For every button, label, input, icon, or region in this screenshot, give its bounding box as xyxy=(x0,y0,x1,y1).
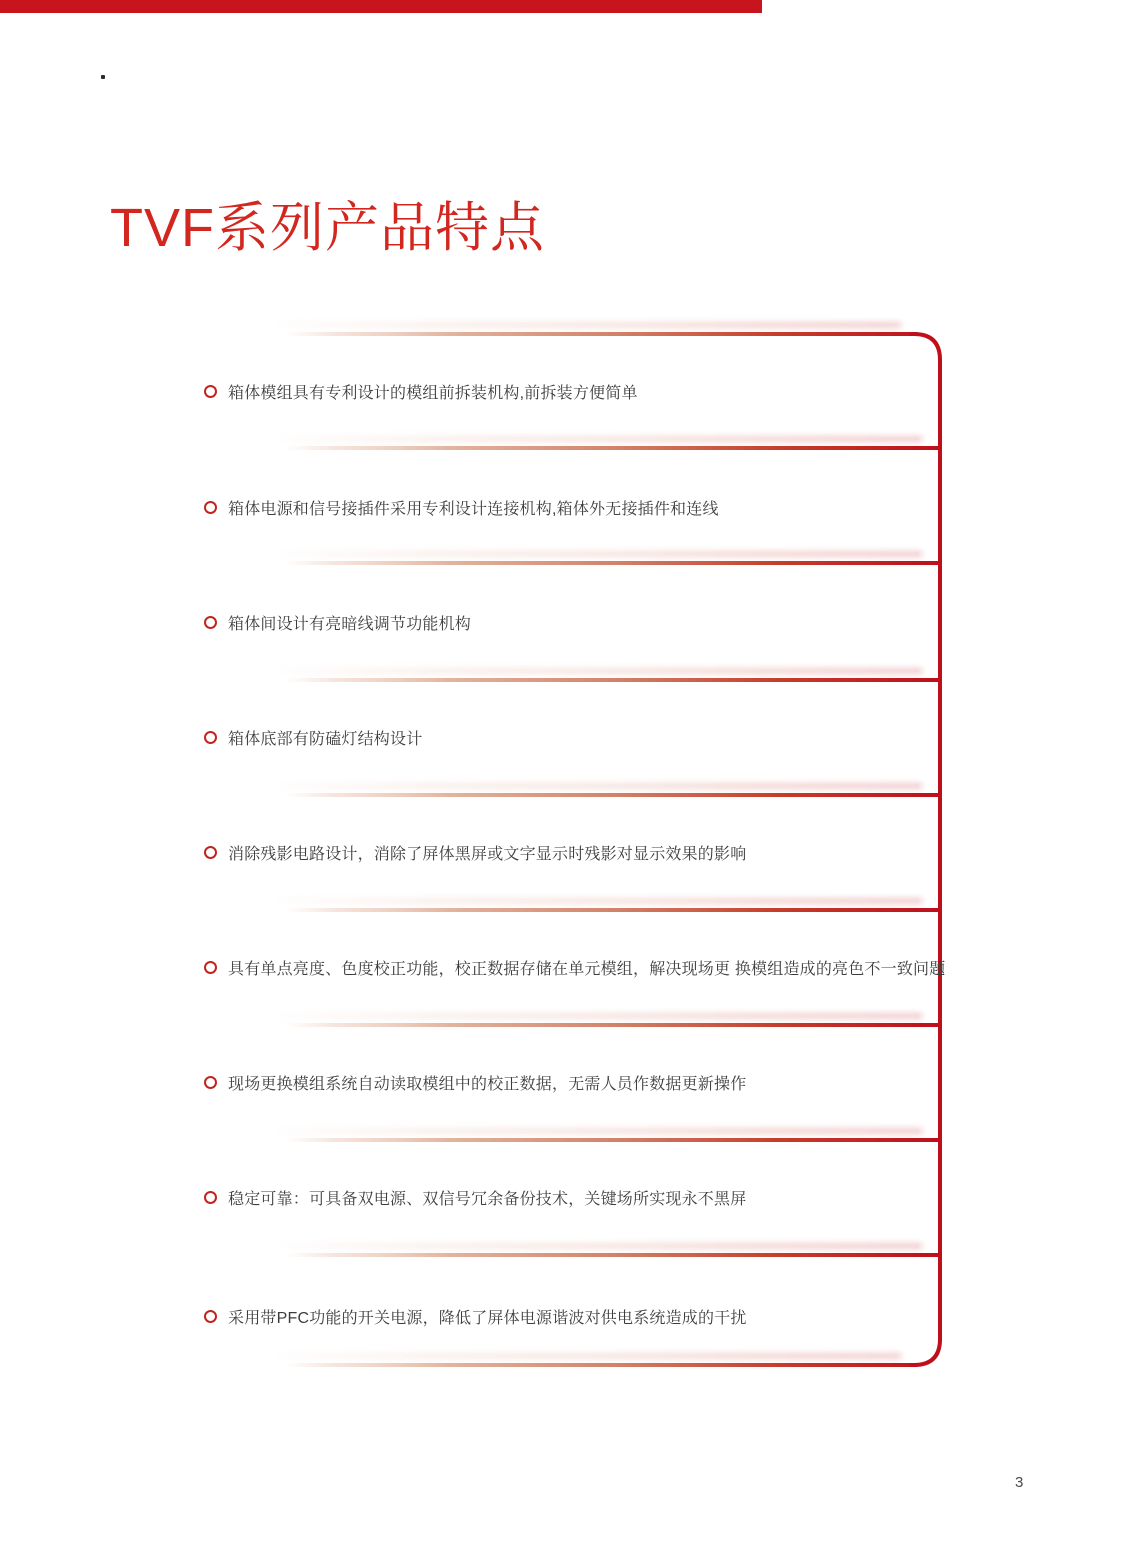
separator-line xyxy=(285,678,938,682)
feature-item xyxy=(204,378,638,404)
feature-text: 稳定可靠：可具备双电源、双信号冗余备份技术，关键场所实现永不黑屏 xyxy=(228,1190,747,1208)
feature-text: 消除残影电路设计，消除了屏体黑屏或文字显示时残影对显示效果的影响 xyxy=(228,845,747,863)
feature-text: 现场更换模组系统自动读取模组中的校正数据，无需人员作数据更新操作 xyxy=(228,1075,747,1093)
feature-item xyxy=(204,1184,746,1210)
feature-item xyxy=(204,1069,746,1095)
circle-bullet-icon xyxy=(204,1076,217,1089)
separator-line xyxy=(285,908,938,912)
feature-text: 具有单点亮度、色度校正功能，校正数据存储在单元模组，解决现场更 换模组造成的亮色不一致问题 xyxy=(228,960,946,978)
separator-line xyxy=(285,1138,938,1142)
feature-item xyxy=(204,494,719,520)
separator-line xyxy=(285,1023,938,1027)
feature-text: 箱体底部有防磕灯结构设计 xyxy=(228,730,423,748)
feature-item xyxy=(204,609,471,635)
circle-bullet-icon xyxy=(204,731,217,744)
feature-item xyxy=(204,839,746,865)
separator-line xyxy=(285,446,938,450)
page-number: 3 xyxy=(1015,1474,1024,1491)
page-title: TVF系列产品特点 xyxy=(110,198,545,259)
bracket-top-line xyxy=(285,332,917,336)
separator-line xyxy=(285,793,938,797)
circle-bullet-icon xyxy=(204,616,217,629)
feature-item xyxy=(204,724,422,750)
bracket-bottom-line xyxy=(285,1363,917,1367)
feature-text: 采用带PFC功能的开关电源，降低了屏体电源谐波对供电系统造成的干扰 xyxy=(228,1309,747,1327)
circle-bullet-icon xyxy=(204,1310,217,1323)
feature-text: 箱体模组具有专利设计的模组前拆装机构,前拆装方便简单 xyxy=(228,384,638,402)
circle-bullet-icon xyxy=(204,385,217,398)
feature-item xyxy=(204,954,945,980)
feature-text: 箱体电源和信号接插件采用专利设计连接机构,箱体外无接插件和连线 xyxy=(228,500,719,518)
separator-line xyxy=(285,561,938,565)
circle-bullet-icon xyxy=(204,961,217,974)
feature-item xyxy=(204,1303,747,1329)
circle-bullet-icon xyxy=(204,1191,217,1204)
circle-bullet-icon xyxy=(204,501,217,514)
feature-text: 箱体间设计有亮暗线调节功能机构 xyxy=(228,615,472,633)
circle-bullet-icon xyxy=(204,846,217,859)
bracket-right-edge xyxy=(910,334,940,1365)
separator-line xyxy=(285,1253,938,1257)
